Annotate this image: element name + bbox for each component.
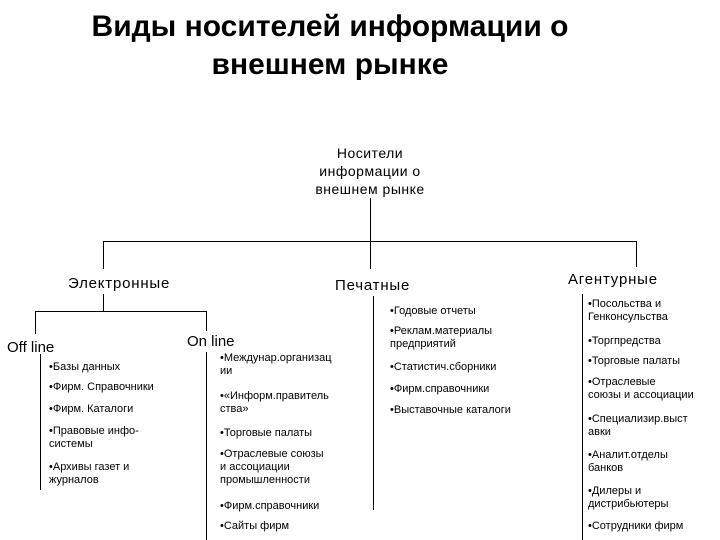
agency-item (588, 413, 688, 439)
connector-online-list (206, 352, 207, 540)
connector-print-down (370, 241, 371, 269)
print-item-line: предприятий (390, 338, 456, 350)
online-item (220, 390, 329, 416)
connector-agency-list (582, 294, 583, 540)
connector-online-down (206, 311, 207, 331)
agency-item-line: банков (588, 462, 624, 474)
online-item-line: и ассоциации (220, 461, 290, 473)
offline-item (49, 381, 154, 394)
print-item (390, 325, 492, 351)
offline-item (49, 361, 120, 374)
online-item-line: ства» (220, 403, 249, 415)
connector-offline-list (40, 354, 41, 490)
agency-item (588, 449, 668, 475)
online-item-line: •«Информ.правитель (220, 390, 329, 402)
online-item-line: •Сайты фирм (220, 520, 290, 532)
offline-item-line: •Фирм. Справочники (49, 381, 154, 393)
print-item-line: •Реклам.материалы (390, 325, 493, 337)
agency-item-line: •Дилеры и (588, 485, 642, 497)
online-item-line: •Отраслевые союзы (220, 448, 324, 460)
online-item (220, 427, 312, 440)
offline-item-line: системы (49, 438, 93, 450)
root-node (300, 144, 440, 198)
offline-item-line: журналов (49, 474, 99, 486)
print-item-line: •Выставочные каталоги (390, 404, 511, 416)
connector-electronic-down (103, 241, 104, 269)
connector-electronic-split (103, 294, 104, 312)
agency-item-line: •Аналит.отделы (588, 449, 668, 461)
agency-item (588, 335, 661, 348)
agency-item-line: •Торгпредства (588, 335, 661, 347)
online-item (220, 448, 324, 487)
print-item (390, 404, 511, 417)
page-title-line-2: внешнем рынке (211, 48, 449, 81)
category-agency: Агентурные (568, 271, 658, 288)
agency-item-line: •Торговые палаты (588, 355, 681, 367)
online-item (220, 520, 289, 533)
print-item (390, 361, 496, 374)
online-item-line: •Торговые палаты (220, 427, 313, 439)
root-node-line-2: информации о (319, 163, 421, 179)
agency-item (588, 485, 668, 511)
agency-item-line: дистрибьютеры (588, 498, 669, 510)
connector-agency-down (636, 241, 637, 267)
online-item (220, 500, 319, 513)
connector-print-list (373, 296, 374, 510)
offline-item-line: •Базы данных (49, 361, 121, 373)
print-item-line: •Годовые отчеты (390, 305, 476, 317)
print-item-line: •Фирм.справочники (390, 383, 490, 395)
offline-item-line: •Правовые инфо- (49, 425, 139, 437)
print-item (390, 305, 476, 318)
agency-item-line: союзы и ассоциации (588, 389, 694, 401)
offline-item-line: •Фирм. Каталоги (49, 403, 134, 415)
agency-item (588, 520, 683, 533)
online-item-line: •Междунар.организац (220, 352, 332, 364)
print-item-line: •Статистич.сборники (390, 361, 497, 373)
online-item-line: промышленности (220, 474, 310, 486)
connector-root-down (370, 198, 371, 242)
root-node-line-3: внешнем рынке (315, 181, 425, 197)
offline-item (49, 403, 133, 416)
agency-item-line: •Отраслевые (588, 376, 656, 388)
subcategory-online: On line (187, 333, 235, 350)
offline-item-line: •Архивы газет и (49, 461, 130, 473)
offline-item (49, 425, 139, 451)
root-node-line-1: Носители (336, 145, 404, 161)
agency-item-line: авки (588, 426, 611, 438)
connector-offline-down (35, 311, 36, 334)
category-print: Печатные (335, 277, 411, 294)
print-item (390, 383, 489, 396)
agency-item (588, 355, 680, 368)
offline-item (49, 461, 129, 487)
page-title-line-1: Виды носителей информации о (91, 10, 569, 43)
online-item-line: ии (220, 365, 233, 377)
agency-item (588, 376, 694, 402)
connector-electronic-horizontal (35, 311, 207, 312)
agency-item-line: •Посольства и (588, 298, 662, 310)
agency-item (588, 298, 668, 324)
online-item (220, 352, 332, 378)
agency-item-line: Генконсульства (588, 311, 668, 323)
subcategory-offline: Off line (7, 339, 55, 356)
page-title (40, 8, 620, 84)
agency-item-line: •Специализир.выст (588, 413, 688, 425)
online-item-line: •Фирм.справочники (220, 500, 320, 512)
agency-item-line: •Сотрудники фирм (588, 520, 684, 532)
category-electronic: Электронные (68, 275, 171, 292)
